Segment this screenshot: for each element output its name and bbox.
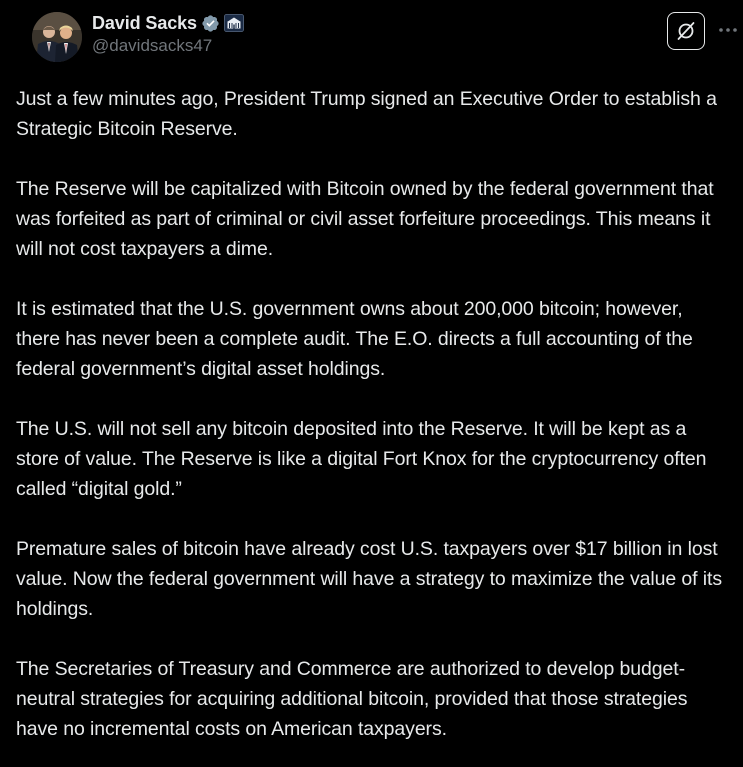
name-row xyxy=(92,12,244,34)
tweet-text xyxy=(16,84,728,767)
verified-badge-icon[interactable] xyxy=(201,14,220,33)
author-handle[interactable]: @davidsacks47 xyxy=(92,36,213,55)
tweet-paragraph-4: The U.S. will not sell any bitcoin deposited into the Reserve. It will be kept as a store of value. The Reserve is like a digital Fort Knox for the cryptocurrency often called “digital gold.” xyxy=(16,418,707,500)
more-options-button[interactable] xyxy=(716,18,740,42)
white-house-icon[interactable] xyxy=(224,14,244,32)
more-icon xyxy=(718,27,738,33)
tweet-paragraph-2: The Reserve will be capitalized with Bitcoin owned by the federal government that was forfeited as part of criminal or civil asset forfeiture proceedings. This means it will not cost taxpayers a dime. xyxy=(16,178,714,260)
tweet-header xyxy=(16,0,727,76)
display-name[interactable]: David Sacks xyxy=(92,12,197,33)
avatar[interactable] xyxy=(32,12,82,62)
tweet-paragraph-3: It is estimated that the U.S. government owns about 200,000 bitcoin; however, there has never been a complete audit. The E.O. directs a full accounting of the federal government’s digital asset holdings. xyxy=(16,298,693,380)
grok-button[interactable] xyxy=(667,12,705,50)
tweet-paragraph-5: Premature sales of bitcoin have already cost U.S. taxpayers over $17 billion in lost value. Now the federal government will have a strategy to maximize the value of its holdings. xyxy=(16,538,722,620)
author-names xyxy=(92,12,244,56)
tweet-paragraph-1: Just a few minutes ago, President Trump signed an Executive Order to establish a Strategic Bitcoin Reserve. xyxy=(16,88,717,140)
avatar-photo xyxy=(32,12,82,62)
grok-icon xyxy=(675,20,697,42)
tweet-paragraph-6: The Secretaries of Treasury and Commerce are authorized to develop budget-neutral strategies for acquiring additional bitcoin, provided that those strategies have no incremental costs on American taxpayers. xyxy=(16,658,688,740)
